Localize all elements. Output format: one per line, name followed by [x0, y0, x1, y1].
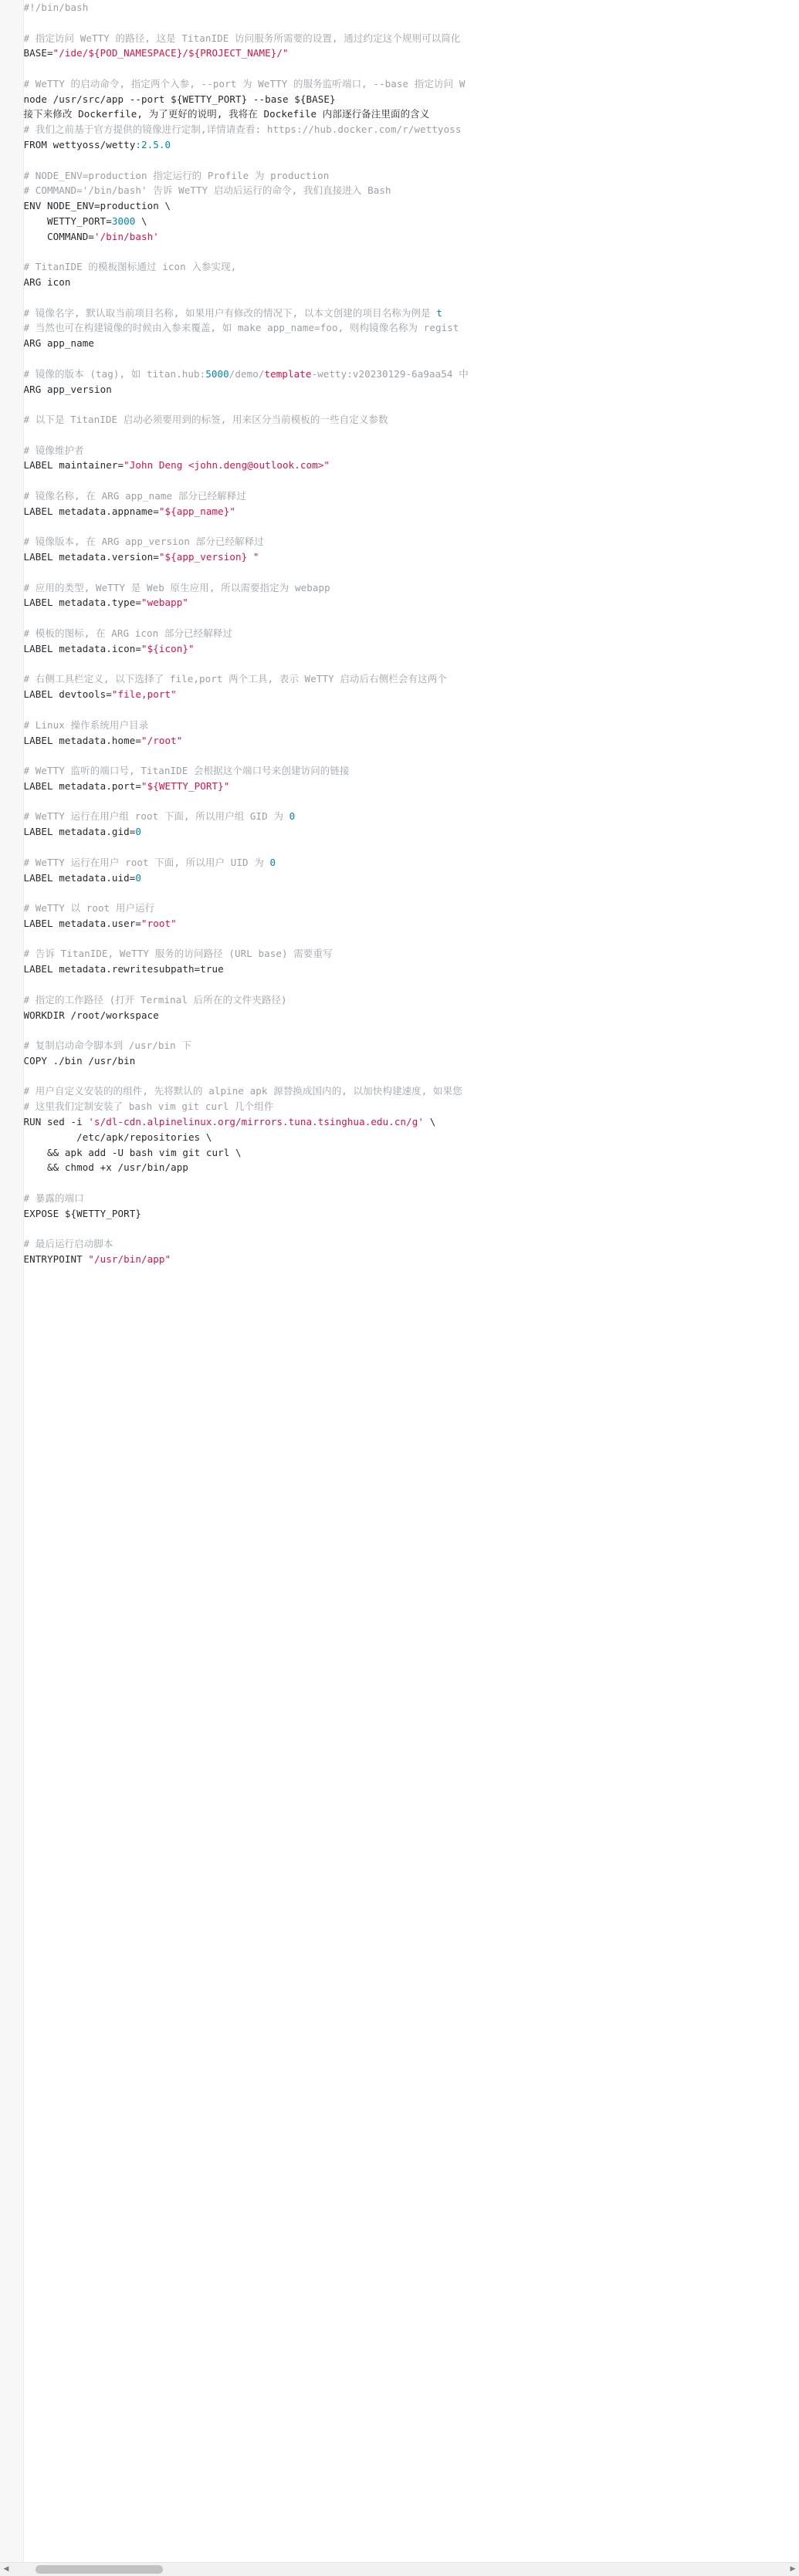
- code-line: [0, 718, 799, 733]
- code-token: 's/dl-cdn.alpinelinux.org/mirrors.tuna.tsinghua.edu.cn/g': [88, 1116, 425, 1128]
- line-content[interactable]: [23, 0, 799, 15]
- code-token: EXPOSE ${WETTY_PORT}: [23, 1207, 142, 1219]
- code-token: LABEL metadata.port=: [23, 779, 142, 792]
- code-token: LABEL maintainer=: [23, 459, 124, 472]
- code-token: # 指定的工作路径 (打开 Terminal 后所在的文件夹路径): [23, 993, 287, 1006]
- code-line: [0, 137, 799, 153]
- code-line: [0, 259, 799, 275]
- line-content[interactable]: [23, 763, 799, 779]
- code-token: LABEL metadata.type=: [23, 597, 142, 609]
- code-line: [0, 870, 799, 886]
- line-content[interactable]: [23, 855, 799, 870]
- code-line: [0, 763, 799, 779]
- code-token: LABEL metadata.home=: [23, 734, 142, 746]
- code-line: [0, 76, 799, 92]
- line-content[interactable]: [23, 137, 799, 153]
- line-content[interactable]: [23, 412, 799, 428]
- line-content[interactable]: [23, 657, 799, 672]
- line-content[interactable]: [23, 458, 799, 473]
- code-token: # 镜像的版本 (tag), 如 titan.hub:: [23, 367, 206, 380]
- line-content[interactable]: [23, 870, 799, 886]
- code-token: # 模板的图标, 在 ARG icon 部分已经解释过: [23, 627, 233, 640]
- line-content[interactable]: [23, 1069, 799, 1084]
- line-content[interactable]: [23, 748, 799, 763]
- code-token: # WeTTY 监听的端口号, TitanIDE 会根据这个端口号来创建访问的链接: [23, 765, 350, 777]
- line-content[interactable]: [23, 1252, 799, 1267]
- code-line: [0, 336, 799, 351]
- code-line: [0, 1160, 799, 1175]
- line-content[interactable]: [23, 794, 799, 810]
- line-content[interactable]: [23, 106, 799, 122]
- code-line: [0, 1191, 799, 1206]
- code-line: [0, 61, 799, 76]
- code-line: [0, 595, 799, 610]
- code-token: # NODE_ENV=production 指定运行的 Profile 为 production: [23, 169, 330, 181]
- code-line: [0, 901, 799, 916]
- code-line: [0, 153, 799, 168]
- code-line: [0, 168, 799, 184]
- code-line: [0, 626, 799, 641]
- line-content[interactable]: [23, 382, 799, 397]
- line-content[interactable]: [23, 1053, 799, 1069]
- code-token: LABEL metadata.appname=: [23, 505, 159, 517]
- code-token: template: [264, 367, 312, 380]
- code-token: ENV NODE_ENV=production \: [23, 200, 171, 212]
- code-token: # 镜像名字, 默认取当前项目名称, 如果用户有修改的情况下, 以本文创建的项目名称为例是: [23, 306, 437, 319]
- code-line: [0, 779, 799, 794]
- code-token: LABEL metadata.uid=: [23, 871, 136, 884]
- code-line: [0, 488, 799, 504]
- line-content[interactable]: [23, 122, 799, 137]
- line-content[interactable]: [23, 443, 799, 458]
- code-line: [0, 1206, 799, 1222]
- line-content[interactable]: [23, 214, 799, 229]
- line-content[interactable]: [23, 320, 799, 336]
- code-token: 3000: [111, 215, 136, 227]
- code-token: # 镜像版本, 在 ARG app_version 部分已经解释过: [23, 536, 264, 548]
- code-token: ARG app_name: [23, 337, 95, 350]
- code-token: COPY ./bin /usr/bin: [23, 1054, 136, 1067]
- code-line: [0, 382, 799, 397]
- line-content[interactable]: [23, 306, 799, 321]
- code-token: "${app_name}": [158, 505, 236, 517]
- code-line: [0, 306, 799, 321]
- code-token: LABEL metadata.user=: [23, 917, 142, 929]
- line-content[interactable]: [23, 702, 799, 718]
- code-token: "/usr/bin/app": [88, 1253, 171, 1266]
- line-content[interactable]: [23, 946, 799, 962]
- line-content[interactable]: [23, 1038, 799, 1053]
- code-line: [0, 580, 799, 596]
- code-token: ARG app_version: [23, 383, 112, 395]
- line-content[interactable]: [23, 962, 799, 977]
- code-line: [0, 412, 799, 428]
- line-content[interactable]: [23, 76, 799, 92]
- horizontal-scrollbar[interactable]: [0, 2562, 799, 2576]
- code-line: [0, 290, 799, 306]
- code-line: [0, 565, 799, 580]
- line-content[interactable]: [23, 1175, 799, 1191]
- code-token: "${WETTY_PORT}": [141, 779, 230, 792]
- code-token: # 以下是 TitanIDE 启动必须要用到的标签, 用来区分当前模板的一些自定义参数: [23, 414, 388, 426]
- code-line: [0, 794, 799, 810]
- line-content[interactable]: [23, 153, 799, 168]
- line-content[interactable]: [23, 718, 799, 733]
- code-line: [0, 748, 799, 763]
- code-token: "${icon}": [141, 642, 195, 654]
- line-content[interactable]: [23, 259, 799, 275]
- code-line: [0, 367, 799, 382]
- line-content[interactable]: [23, 1099, 799, 1114]
- code-line: [0, 1252, 799, 1267]
- code-token: WETTY_PORT=: [23, 215, 112, 227]
- line-content[interactable]: [23, 779, 799, 794]
- line-number-gutter: [0, 0, 24, 2562]
- line-content[interactable]: [23, 824, 799, 840]
- scroll-left-arrow-icon[interactable]: ◀: [3, 2565, 9, 2573]
- line-content[interactable]: [23, 1083, 799, 1099]
- code-token: #!/bin/bash: [23, 2, 89, 13]
- code-token: "file,port": [111, 688, 177, 701]
- code-line: [0, 1145, 799, 1161]
- code-token: t: [436, 306, 442, 319]
- code-token: LABEL devtools=: [23, 688, 112, 701]
- code-token: # WeTTY 的启动命令, 指定两个入参, --port 为 WeTTY 的服务监听端口, --base 指定访问 W: [23, 77, 466, 90]
- code-line: [0, 916, 799, 931]
- code-line: [0, 977, 799, 992]
- line-content[interactable]: [23, 549, 799, 565]
- line-content[interactable]: [23, 367, 799, 382]
- code-line: [0, 458, 799, 473]
- code-line: [0, 824, 799, 840]
- line-content[interactable]: [23, 46, 799, 61]
- code-token: node /usr/src/app --port ${WETTY_PORT} --base ${BASE}: [23, 93, 336, 105]
- code-token: /demo/: [229, 367, 265, 380]
- code-token: BASE=: [23, 47, 53, 59]
- code-line: [0, 641, 799, 657]
- code-line: [0, 122, 799, 137]
- code-line: [0, 946, 799, 962]
- code-token: /etc/apk/repositories \: [23, 1131, 212, 1143]
- line-content[interactable]: [23, 840, 799, 855]
- code-token: "root": [141, 917, 177, 929]
- line-content[interactable]: [23, 336, 799, 351]
- code-line: [0, 1236, 799, 1252]
- line-content[interactable]: [23, 15, 799, 31]
- line-content[interactable]: [23, 1206, 799, 1222]
- code-token: 0: [135, 826, 142, 838]
- line-content[interactable]: [23, 92, 799, 107]
- code-token: \: [424, 1116, 436, 1128]
- code-token: # 镜像维护者: [23, 444, 84, 456]
- code-token: # 复制启动命令脚本到 /usr/bin 下: [23, 1040, 192, 1052]
- code-token: WORKDIR /root/workspace: [23, 1009, 159, 1021]
- scroll-right-arrow-icon[interactable]: ▶: [790, 2565, 796, 2573]
- line-content[interactable]: [23, 610, 799, 626]
- code-line: [0, 1069, 799, 1084]
- code-table: [0, 0, 799, 1267]
- code-token: 0: [135, 871, 142, 884]
- code-line: [0, 1130, 799, 1145]
- code-line: [0, 687, 799, 702]
- code-token: 0: [289, 810, 296, 823]
- code-token: ARG icon: [23, 276, 71, 289]
- code-token: # 应用的类型, WeTTY 是 Web 原生应用, 所以需要指定为 webapp: [23, 581, 330, 593]
- code-token: \: [135, 215, 147, 227]
- line-content[interactable]: [23, 1236, 799, 1252]
- line-content[interactable]: [23, 931, 799, 947]
- code-token: "/ide/${POD_NAMESPACE}/${PROJECT_NAME}/": [52, 47, 289, 59]
- code-line: [0, 46, 799, 61]
- line-content[interactable]: [23, 290, 799, 306]
- line-content[interactable]: [23, 901, 799, 916]
- code-line: [0, 519, 799, 535]
- line-content[interactable]: [23, 992, 799, 1008]
- line-content[interactable]: [23, 565, 799, 580]
- code-token: LABEL metadata.gid=: [23, 826, 136, 838]
- code-line: [0, 92, 799, 107]
- code-line: [0, 198, 799, 214]
- code-token: # 暴露的端口: [23, 1192, 84, 1204]
- line-content[interactable]: [23, 1145, 799, 1161]
- code-token: # 镜像名称, 在 ARG app_name 部分已经解释过: [23, 490, 246, 502]
- line-content[interactable]: [23, 1191, 799, 1206]
- line-content[interactable]: [23, 916, 799, 931]
- line-content[interactable]: [23, 641, 799, 657]
- code-line: [0, 397, 799, 412]
- code-token: "webapp": [141, 597, 189, 609]
- code-token: '/bin/bash': [94, 230, 159, 242]
- code-token: LABEL metadata.version=: [23, 551, 159, 563]
- code-token: "John Deng <john.deng@outlook.com>": [124, 459, 330, 472]
- code-token: RUN sed -i: [23, 1116, 89, 1128]
- code-line: [0, 1038, 799, 1053]
- code-line: [0, 855, 799, 870]
- line-content[interactable]: [23, 1023, 799, 1038]
- code-token: # TitanIDE 的模板图标通过 icon 入参实现,: [23, 261, 237, 273]
- line-content[interactable]: [23, 351, 799, 367]
- code-line: [0, 473, 799, 488]
- code-line: [0, 1008, 799, 1023]
- code-token: # WeTTY 以 root 用户运行: [23, 902, 155, 914]
- code-token: ENTRYPOINT: [23, 1253, 89, 1266]
- code-line: [0, 534, 799, 549]
- code-line: [0, 931, 799, 947]
- line-content[interactable]: [23, 519, 799, 535]
- code-token: # 用户自定义安装的的组件, 先将默认的 alpine apk 源替换成国内的, 以加快构建速度, 如果您: [23, 1085, 462, 1097]
- line-content[interactable]: [23, 885, 799, 901]
- line-content[interactable]: [23, 1008, 799, 1023]
- line-content[interactable]: [23, 595, 799, 610]
- code-line: [0, 15, 799, 31]
- code-token: 0: [269, 856, 276, 868]
- code-line: [0, 1222, 799, 1237]
- code-token: LABEL metadata.rewritesubpath=true: [23, 963, 224, 975]
- code-line: [0, 229, 799, 245]
- code-token: # 当然也可在构建镜像的时候由入参来覆盖, 如 make app_name=foo, 则构镜像名称为 regist: [23, 322, 459, 334]
- code-line: [0, 733, 799, 749]
- code-line: [0, 1053, 799, 1069]
- line-content[interactable]: [23, 1114, 799, 1130]
- code-token: && apk add -U bash vim git curl \: [23, 1146, 242, 1158]
- code-line: [0, 1114, 799, 1130]
- code-line: [0, 1023, 799, 1038]
- code-token: FROM: [23, 139, 53, 151]
- code-line: [0, 0, 799, 15]
- code-token: :2.5.0: [135, 139, 171, 151]
- code-token: wettyoss/wetty: [52, 139, 136, 151]
- code-token: && chmod +x /usr/bin/app: [23, 1161, 189, 1174]
- code-line: [0, 351, 799, 367]
- code-line: [0, 320, 799, 336]
- line-content[interactable]: [23, 977, 799, 992]
- line-content[interactable]: [23, 473, 799, 488]
- line-content[interactable]: [23, 1130, 799, 1145]
- line-content[interactable]: [23, 245, 799, 260]
- code-token: "/root": [141, 734, 183, 746]
- line-content[interactable]: [23, 397, 799, 412]
- code-line: [0, 671, 799, 687]
- code-token: # 告诉 TitanIDE, WeTTY 服务的访问路径 (URL base) 需要重写: [23, 948, 333, 960]
- code-line: [0, 31, 799, 46]
- line-content[interactable]: [23, 671, 799, 687]
- line-content[interactable]: [23, 183, 799, 198]
- line-content[interactable]: [23, 275, 799, 290]
- code-token: # 最后运行启动脚本: [23, 1238, 113, 1250]
- code-token: 接下来修改 Dockerfile, 为了更好的说明, 我将在 Dockefile 内部逐行备注里面的含义: [23, 108, 430, 120]
- code-token: # 我们之前基于官方提供的镜像进行定制,详情请查看: https://hub.docker.com/r/wettyoss: [23, 123, 462, 136]
- code-line: [0, 443, 799, 458]
- code-token: LABEL metadata.icon=: [23, 642, 142, 654]
- code-line: [0, 214, 799, 229]
- code-line: [0, 840, 799, 855]
- code-token: # 指定访问 WeTTY 的路径, 这是 TitanIDE 访问服务所需要的设置, 通过约定这个规则可以简化: [23, 32, 461, 44]
- code-token: # 这里我们定制安装了 bash vim git curl 几个组件: [23, 1100, 274, 1113]
- code-token: 5000: [205, 367, 229, 380]
- code-line: [0, 1099, 799, 1114]
- code-line: [0, 657, 799, 672]
- line-content[interactable]: [23, 229, 799, 245]
- code-line: [0, 992, 799, 1008]
- code-token: -wetty:v20230129-6a9aa54 中: [311, 367, 469, 380]
- code-line: [0, 809, 799, 824]
- line-content[interactable]: [23, 504, 799, 519]
- line-content[interactable]: [23, 733, 799, 749]
- line-content[interactable]: [23, 428, 799, 443]
- code-token: # COMMAND='/bin/bash' 告诉 WeTTY 启动后运行的命令, 我们直接进入 Bash: [23, 184, 391, 197]
- code-token: # 右侧工具栏定义, 以下选择了 file,port 两个工具, 表示 WeTTY 启动后右侧栏会有这两个: [23, 673, 447, 685]
- line-content[interactable]: [23, 809, 799, 824]
- code-token: "${app_version} ": [158, 551, 259, 563]
- line-content[interactable]: [23, 488, 799, 504]
- code-line: [0, 106, 799, 122]
- code-line: [0, 275, 799, 290]
- code-line: [0, 504, 799, 519]
- code-token: # WeTTY 运行在用户 root 下面, 所以用户 UID 为: [23, 856, 270, 868]
- code-line: [0, 1175, 799, 1191]
- code-line: [0, 245, 799, 260]
- line-content[interactable]: [23, 626, 799, 641]
- code-token: # Linux 操作系统用户目录: [23, 718, 149, 731]
- code-token: COMMAND=: [23, 230, 95, 242]
- line-content[interactable]: [23, 1222, 799, 1237]
- line-content[interactable]: [23, 687, 799, 702]
- code-line: [0, 428, 799, 443]
- line-content[interactable]: [23, 168, 799, 184]
- line-content[interactable]: [23, 1160, 799, 1175]
- code-token: # WeTTY 运行在用户组 root 下面, 所以用户组 GID 为: [23, 810, 289, 823]
- code-line: [0, 702, 799, 718]
- code-line: [0, 549, 799, 565]
- code-line: [0, 183, 799, 198]
- code-line: [0, 1083, 799, 1099]
- line-content[interactable]: [23, 61, 799, 76]
- code-line: [0, 610, 799, 626]
- scrollbar-thumb[interactable]: [36, 2565, 163, 2574]
- code-line: [0, 962, 799, 977]
- line-content[interactable]: [23, 534, 799, 549]
- code-line: [0, 885, 799, 901]
- line-content[interactable]: [23, 580, 799, 596]
- line-content[interactable]: [23, 31, 799, 46]
- line-content[interactable]: [23, 198, 799, 214]
